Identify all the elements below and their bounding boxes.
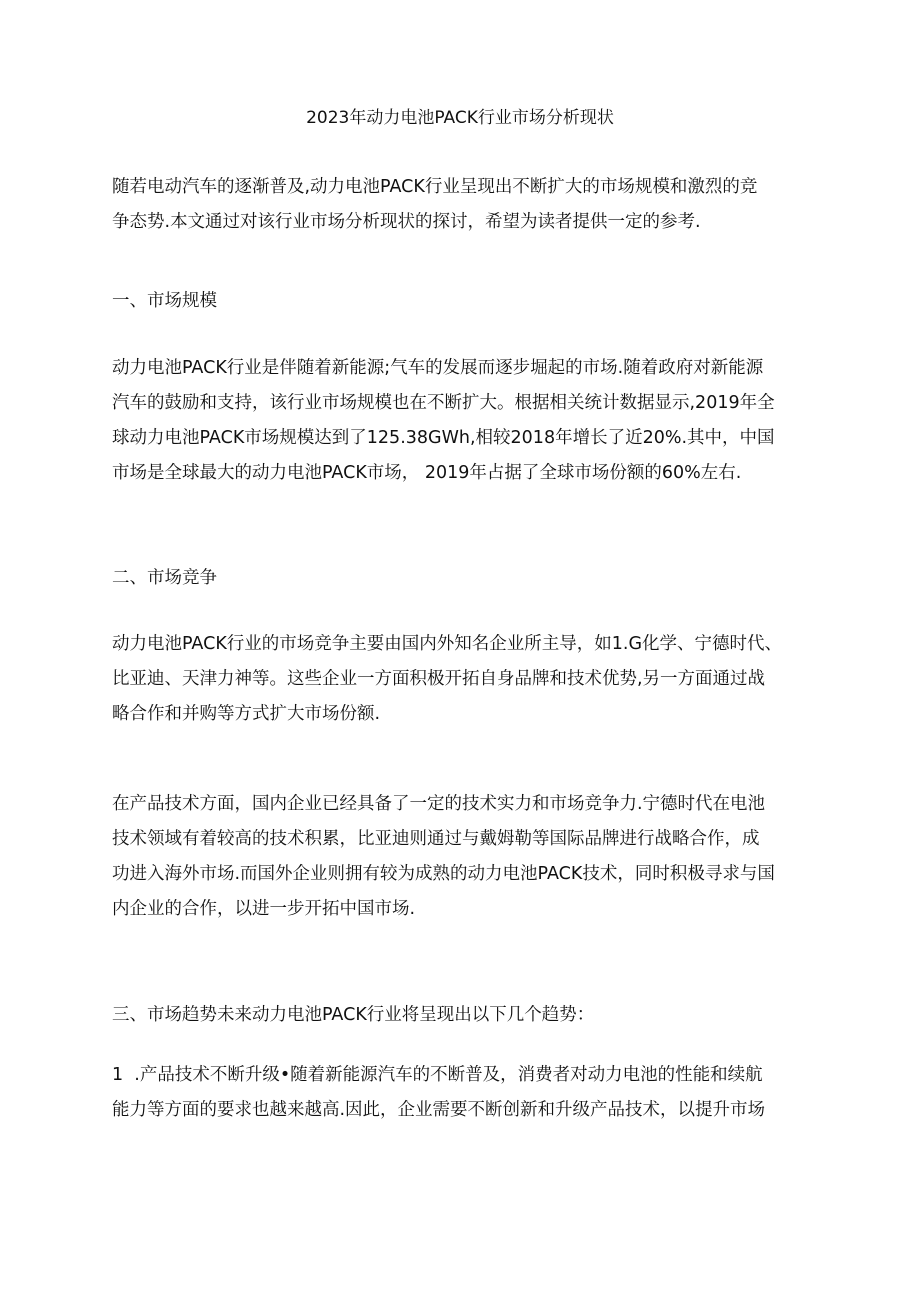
intro-paragraph	[112, 170, 812, 240]
intro-line: 争态势.本文通过对该行业市场分析现状的探讨，希望为读者提供一定的参考.	[112, 212, 701, 232]
paragraph-line: 功进入海外市场.而国外企业则拥有较为成熟的动力电池PACK技术，同时积极寻求与国	[112, 864, 775, 884]
paragraph-line: 能力等方面的要求也越来越高.因此，企业需要不断创新和升级产品技术，以提升市场	[112, 1100, 766, 1120]
section-heading-trends: 三、市场趋势未来动力电池PACK行业将呈现出以下几个趋势：	[112, 1005, 595, 1025]
paragraph-line: 技术领域有着较高的技术积累，比亚迪则通过与戴姆勒等国际品牌进行战略合作，成	[112, 829, 760, 849]
section-heading-competition: 二、市场竞争	[112, 568, 217, 588]
competition-paragraph-1	[112, 627, 812, 732]
paragraph-line: 内企业的合作，以进一步开拓中国市场.	[112, 899, 416, 919]
trend-item-1	[112, 1058, 812, 1128]
intro-line: 随若电动汽车的逐渐普及,动力电池PACK行业呈现出不断扩大的市场规模和激烈的竞	[112, 177, 758, 197]
paragraph-line: 市场是全球最大的动力电池PACK市场， 2019年占据了全球市场份额的60%左右.	[112, 463, 742, 483]
paragraph-line: 动力电池PACK行业是伴随着新能源;气车的发展而逐步堀起的市场.随着政府对新能源	[112, 358, 764, 378]
paragraph-line: 略合作和并购等方式扩大市场份额.	[112, 704, 381, 724]
paragraph-line: 汽车的鼓励和支持，该行业市场规模也在不断扩大。根据相关统计数据显示,2019年全	[112, 393, 775, 413]
market-size-paragraph	[112, 351, 812, 491]
paragraph-line: 在产品技术方面，国内企业已经具备了一定的技术实力和市场竞争力.宁德时代在电池	[112, 794, 766, 814]
paragraph-line: 1 .产品技术不断升级•随着新能源汽车的不断普及，消费者对动力电池的性能和续航	[112, 1065, 763, 1085]
paragraph-line: 比亚迪、天津力神等。这些企业一方面积极开拓自身品牌和技术优势,另一方面通过战	[112, 669, 766, 689]
section-heading-market-size: 一、市场规模	[112, 291, 217, 311]
paragraph-line: 球动力电池PACK市场规模达到了125.38GWh,相较2018年增长了近20%.其中，中国	[112, 428, 775, 448]
document-title: 2023年动力电池PACK行业市场分析现状	[306, 108, 614, 128]
paragraph-line: 动力电池PACK行业的市场竞争主要由国内外知名企业所主导，如1.G化学、宁德时代、	[112, 634, 783, 654]
competition-paragraph-2	[112, 787, 812, 927]
